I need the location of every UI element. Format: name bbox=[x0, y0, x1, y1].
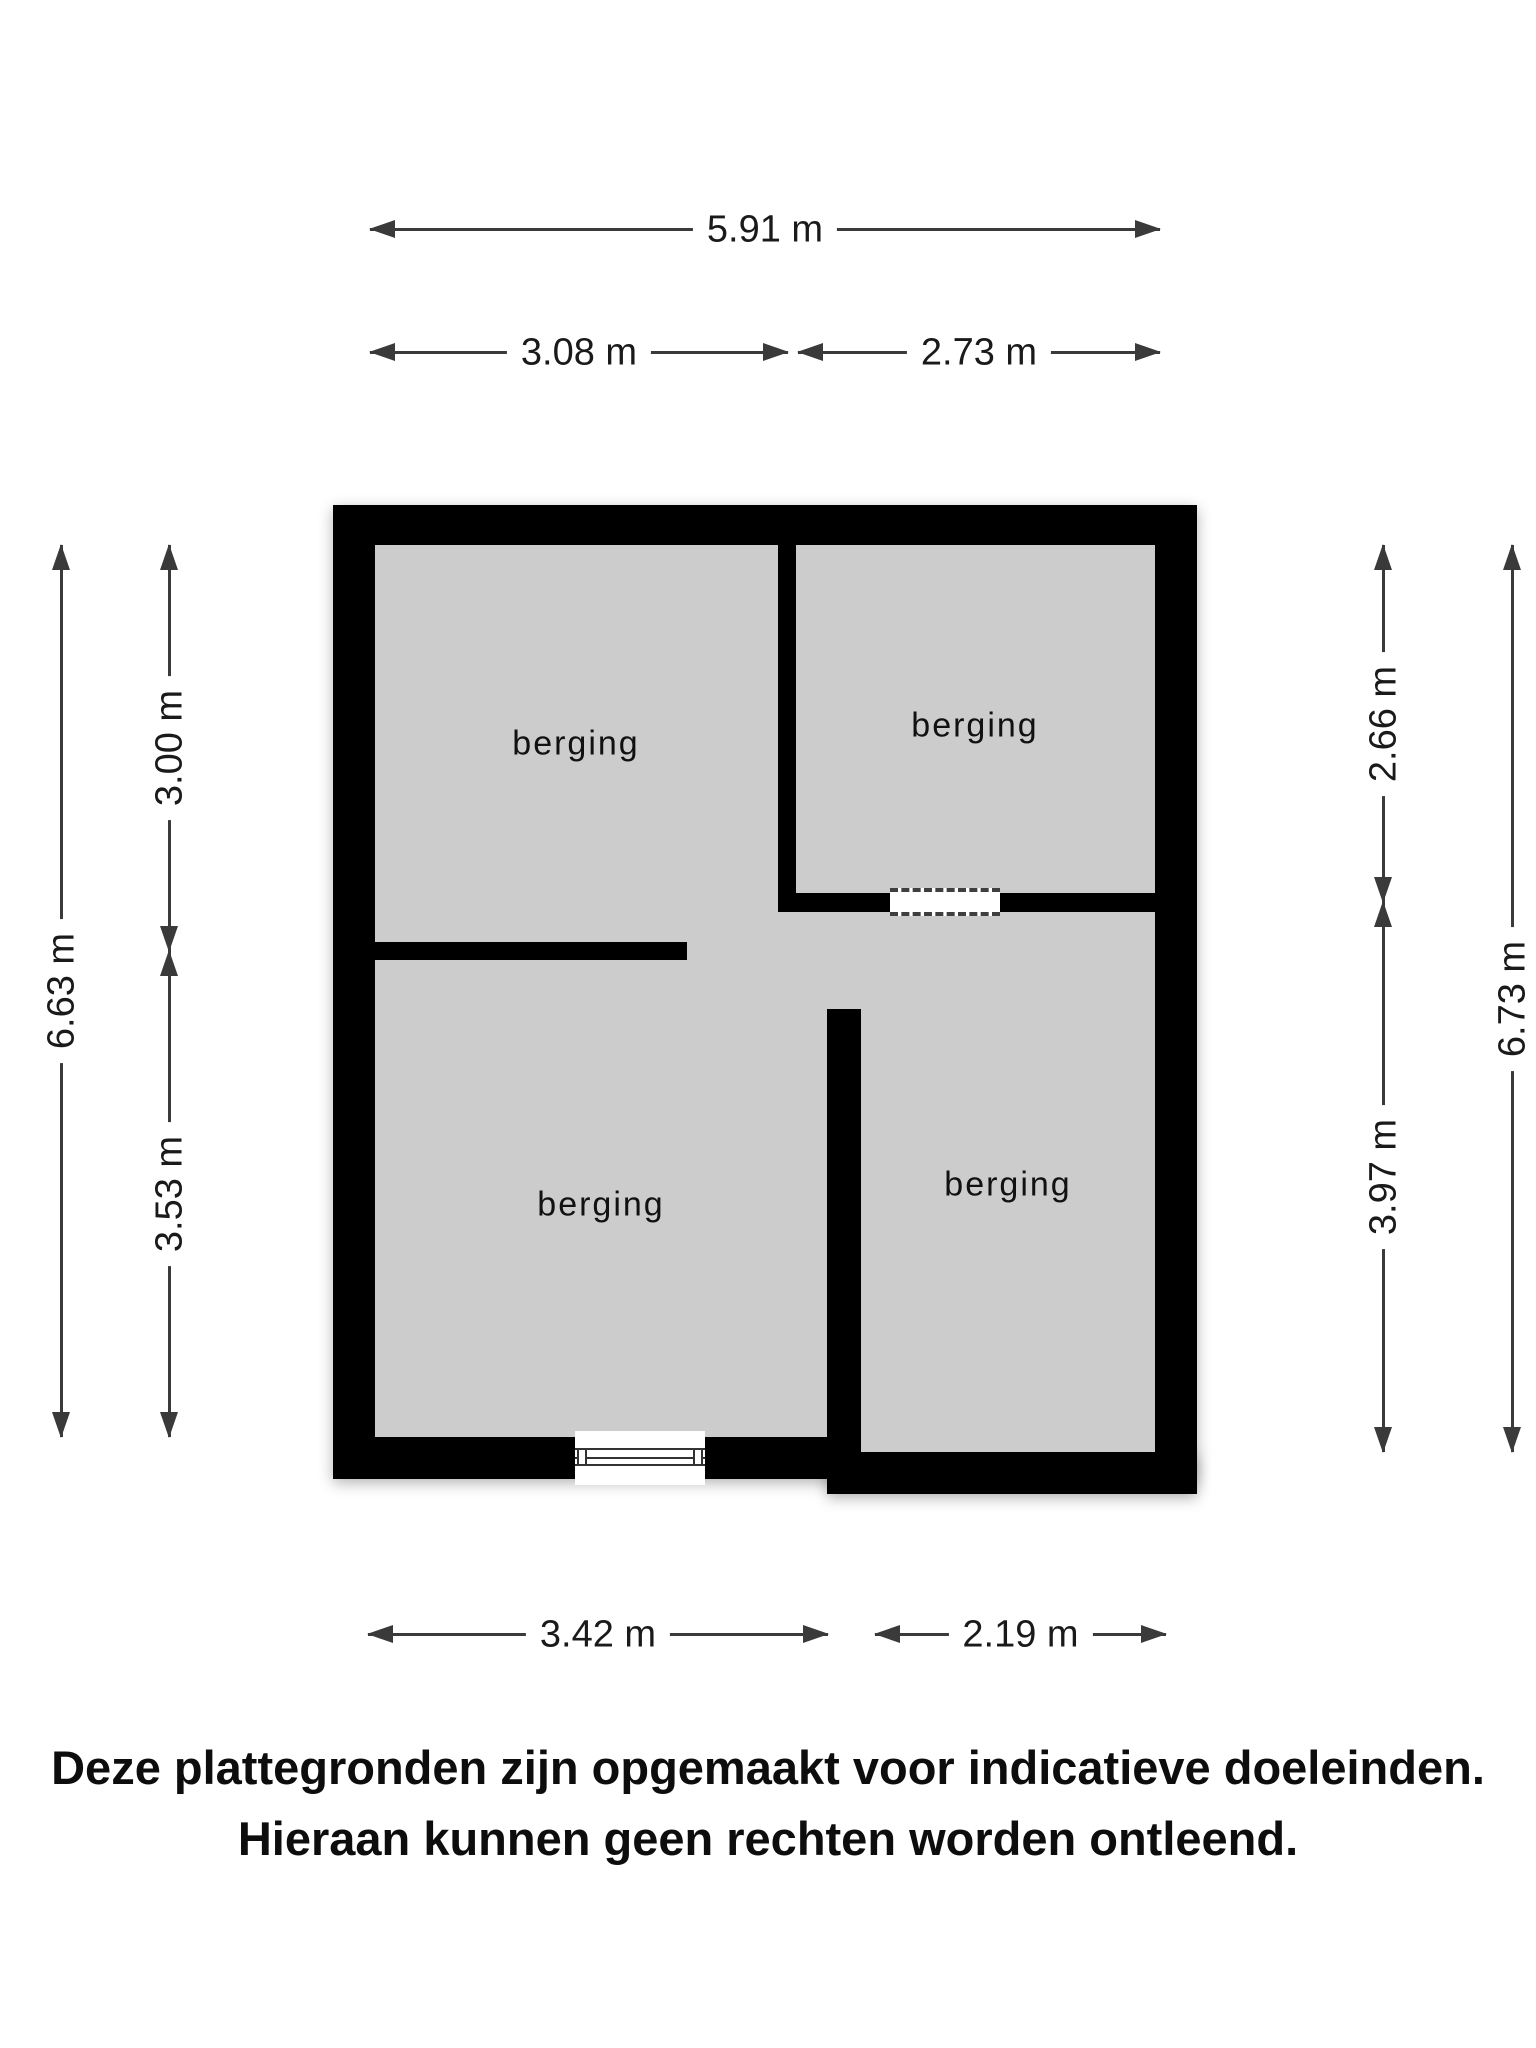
arrow-up-icon bbox=[52, 544, 70, 570]
dim-bottom-right bbox=[875, 1613, 1166, 1656]
dim-label: 6.73 m bbox=[1492, 926, 1535, 1070]
arrow-up-icon bbox=[1374, 901, 1392, 927]
arrow-left-icon bbox=[369, 343, 395, 361]
dim-left-lower bbox=[148, 951, 191, 1437]
arrow-down-icon bbox=[1374, 877, 1392, 903]
arrow-down-icon bbox=[1503, 1427, 1521, 1453]
interior-wall-bottom-divider bbox=[827, 1009, 861, 1479]
room-bottom-left-label: berging bbox=[537, 1185, 665, 1224]
outer-wall-step-bottom-right bbox=[827, 1452, 1197, 1494]
disclaimer-line-2: Hieraan kunnen geen rechten worden ontleend. bbox=[237, 1811, 1299, 1865]
arrow-left-icon bbox=[874, 1625, 900, 1643]
arrow-right-icon bbox=[1141, 1625, 1167, 1643]
arrow-left-icon bbox=[369, 220, 395, 238]
dim-top-right bbox=[798, 331, 1160, 374]
dim-right-total bbox=[1491, 545, 1534, 1452]
interior-wall-top-divider bbox=[778, 545, 796, 912]
floor-interior bbox=[375, 545, 1155, 1437]
arrow-right-icon bbox=[763, 343, 789, 361]
floor-interior-bottom-right-extension bbox=[861, 1437, 1155, 1452]
dim-label: 3.42 m bbox=[526, 1614, 670, 1657]
window-frame-cap bbox=[693, 1448, 703, 1466]
dim-label: 3.53 m bbox=[149, 1122, 192, 1266]
disclaimer-text bbox=[0, 1733, 1536, 1874]
interior-wall-stub bbox=[365, 942, 687, 960]
dim-top-left bbox=[370, 331, 788, 374]
arrow-down-icon bbox=[160, 1412, 178, 1438]
dim-label: 6.63 m bbox=[41, 919, 84, 1063]
dim-top-total bbox=[370, 208, 1160, 251]
room-top-right-label: berging bbox=[911, 706, 1039, 745]
dim-left-total bbox=[40, 545, 83, 1437]
dim-label: 3.97 m bbox=[1363, 1105, 1406, 1249]
dim-label: 5.91 m bbox=[693, 209, 837, 252]
dim-left-upper bbox=[148, 545, 191, 951]
arrow-up-icon bbox=[1374, 544, 1392, 570]
arrow-up-icon bbox=[160, 544, 178, 570]
dim-right-lower bbox=[1362, 902, 1405, 1452]
arrow-right-icon bbox=[1135, 343, 1161, 361]
arrow-down-icon bbox=[52, 1412, 70, 1438]
dim-label: 2.66 m bbox=[1363, 651, 1406, 795]
dim-label: 3.08 m bbox=[507, 332, 651, 375]
window-frame-cap bbox=[577, 1448, 587, 1466]
arrow-right-icon bbox=[803, 1625, 829, 1643]
arrow-left-icon bbox=[367, 1625, 393, 1643]
dim-label: 2.73 m bbox=[907, 332, 1051, 375]
arrow-up-icon bbox=[160, 950, 178, 976]
dim-label: 2.19 m bbox=[948, 1614, 1092, 1657]
dim-right-upper bbox=[1362, 545, 1405, 902]
arrow-up-icon bbox=[1503, 544, 1521, 570]
window-glazing-midline bbox=[575, 1457, 705, 1459]
window-icon-top bbox=[890, 888, 1000, 916]
dim-label: 3.00 m bbox=[149, 676, 192, 820]
arrow-down-icon bbox=[1374, 1427, 1392, 1453]
window-icon-bottom bbox=[575, 1431, 705, 1485]
arrow-down-icon bbox=[160, 926, 178, 952]
dim-bottom-left bbox=[368, 1613, 828, 1656]
arrow-left-icon bbox=[797, 343, 823, 361]
room-bottom-right-label: berging bbox=[944, 1165, 1072, 1204]
disclaimer-line-1: Deze plattegronden zijn opgemaakt voor indicatieve doeleinden. bbox=[51, 1741, 1485, 1794]
room-top-left-label: berging bbox=[512, 724, 640, 763]
window-glazing bbox=[575, 1448, 705, 1466]
arrow-right-icon bbox=[1135, 220, 1161, 238]
